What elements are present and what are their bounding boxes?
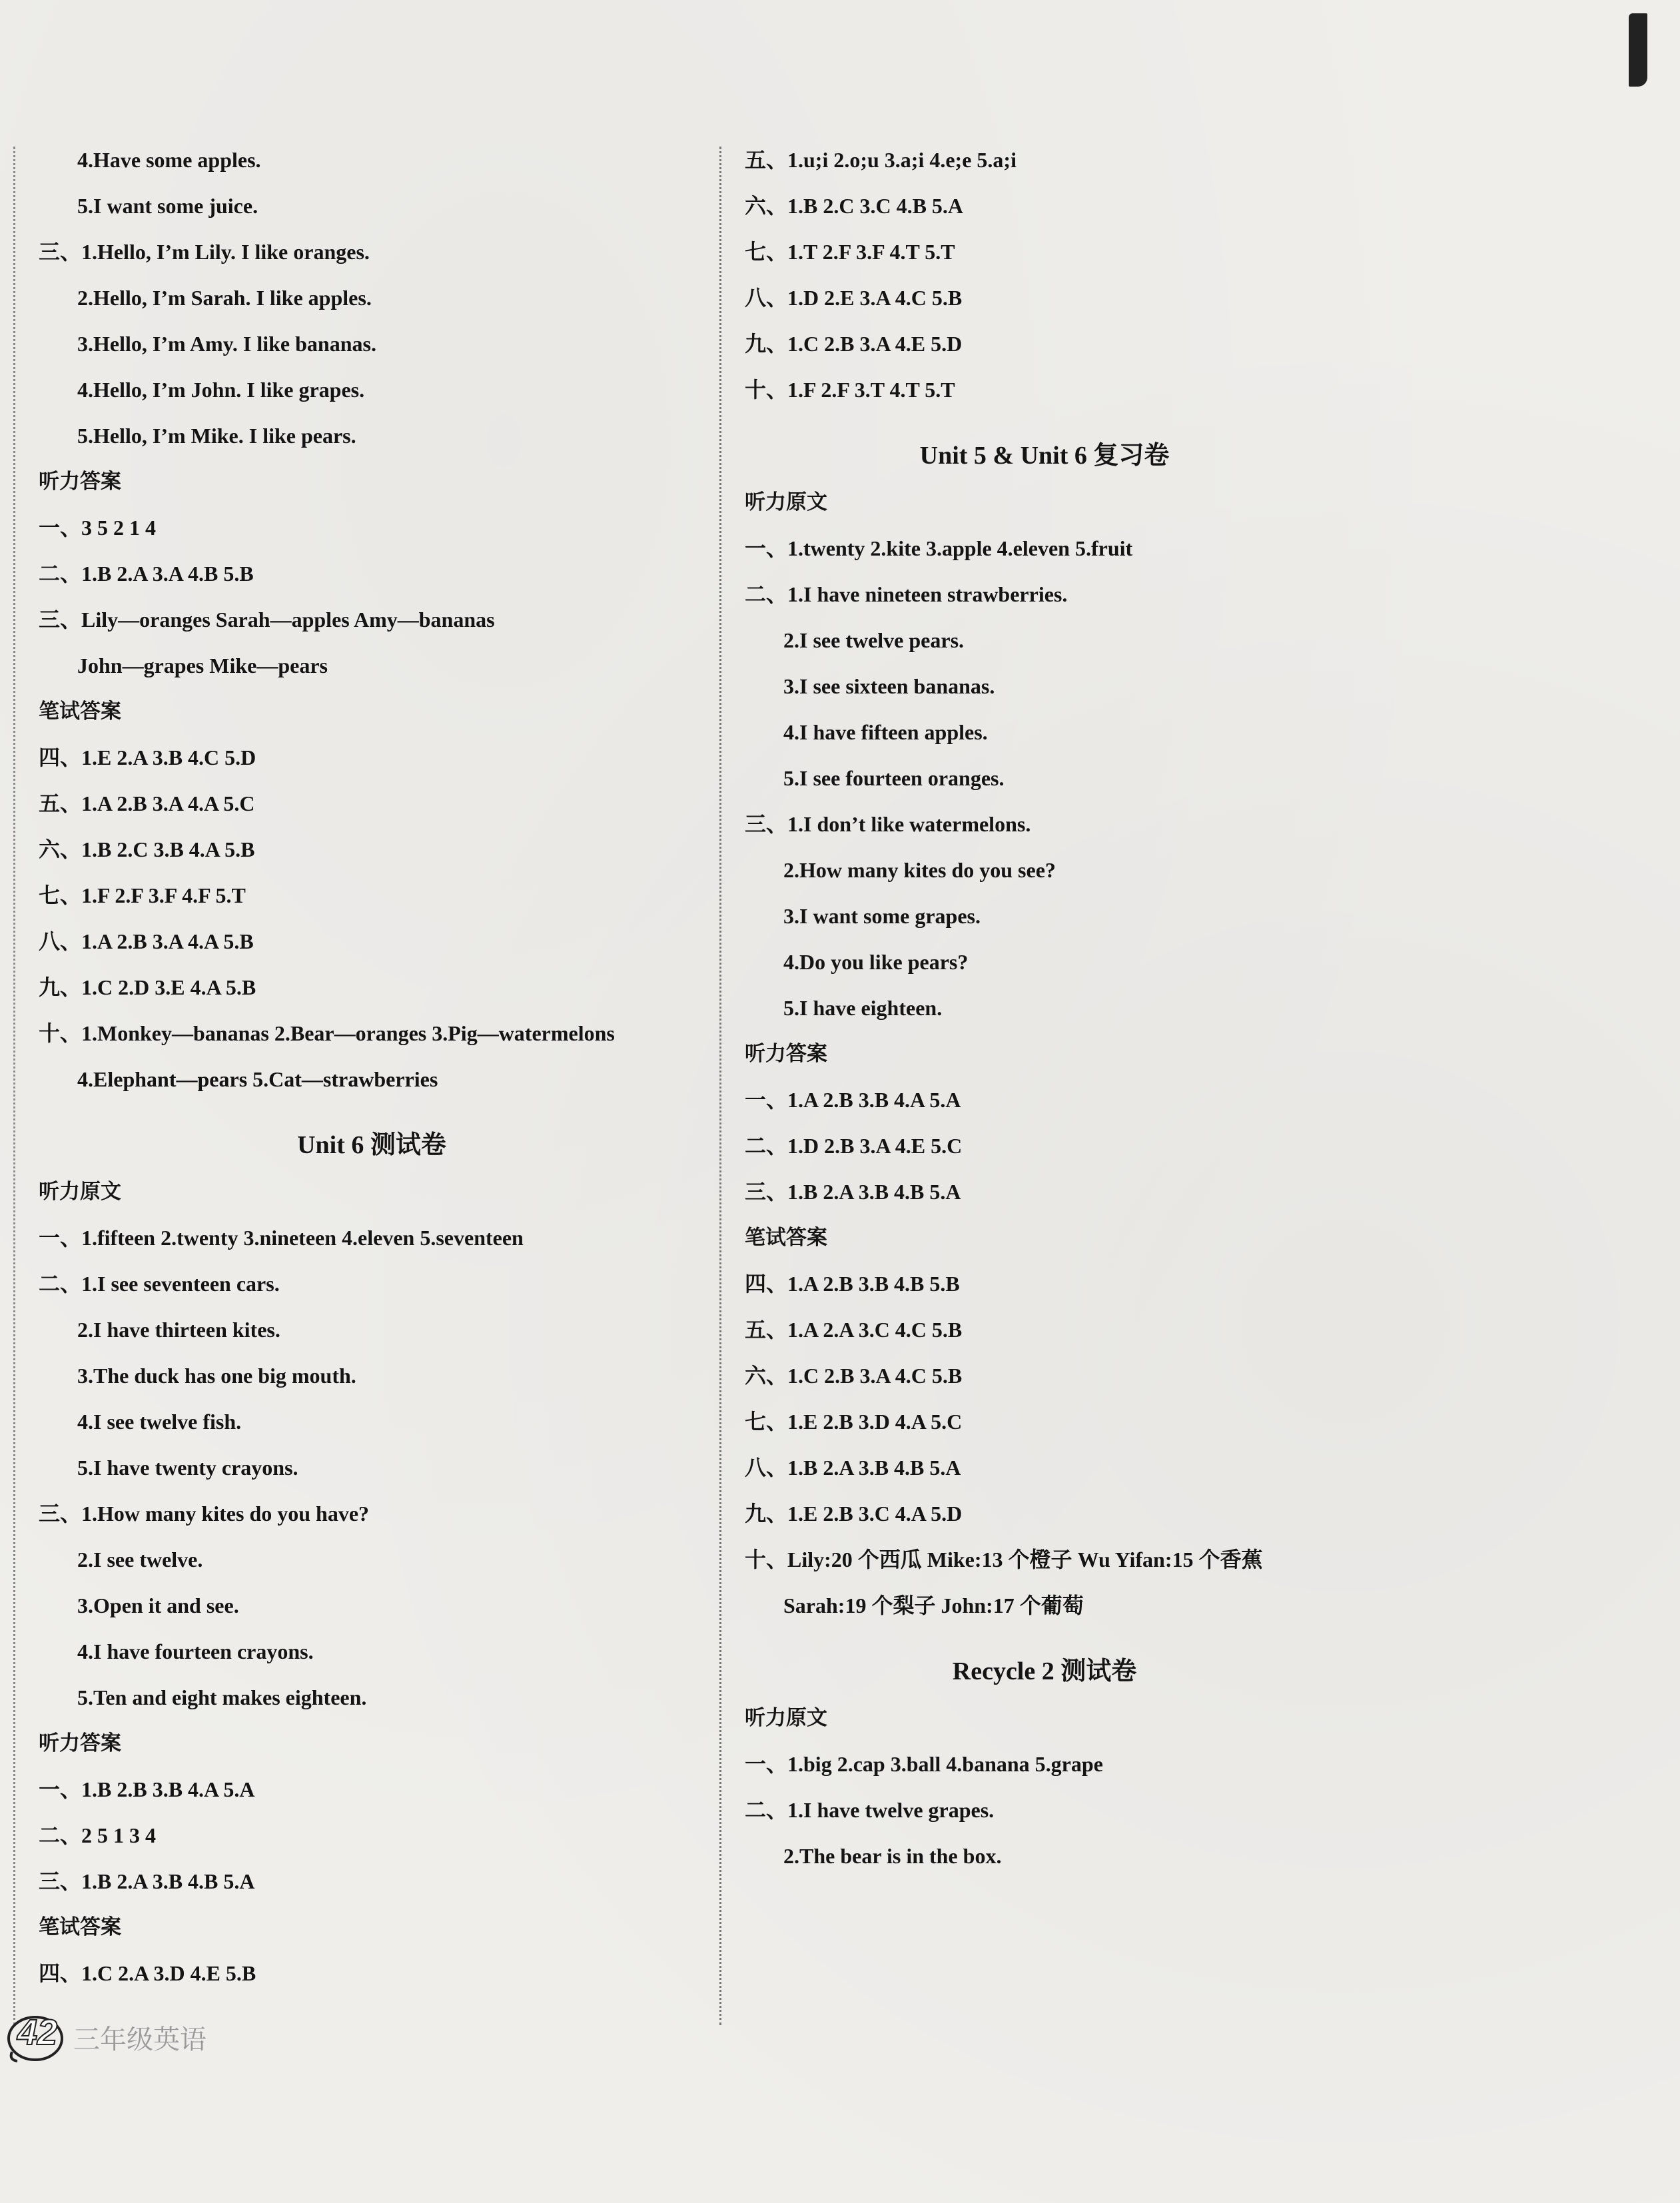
answer-line: 5.I see fourteen oranges.: [783, 766, 1005, 790]
answer-line: 5.I want some juice.: [77, 194, 258, 218]
answer-line: 四、1.C 2.A 3.D 4.E 5.B: [39, 1961, 256, 1985]
answer-line: 4.I have fifteen apples.: [783, 720, 988, 744]
answer-line: 5.Hello, I’m Mike. I like pears.: [77, 424, 356, 448]
answer-line: 二、1.I have nineteen strawberries.: [745, 582, 1068, 606]
answer-line: 二、2 5 1 3 4: [39, 1823, 157, 1847]
answer-line: 3.Open it and see.: [77, 1593, 239, 1617]
answer-line: 三、Lily—oranges Sarah—apples Amy—bananas: [39, 608, 495, 632]
answer-line: 2.I have thirteen kites.: [77, 1318, 280, 1342]
answer-line: 一、3 5 2 1 4: [39, 516, 157, 540]
answer-line: 四、1.A 2.B 3.B 4.B 5.B: [745, 1272, 960, 1296]
section-heading: Unit 5 & Unit 6 复习卷: [919, 442, 1170, 470]
answer-line: 四、1.E 2.A 3.B 4.C 5.D: [39, 745, 256, 769]
answer-line: 一、1.A 2.B 3.B 4.A 5.A: [745, 1088, 961, 1112]
subsection-label: 听力答案: [39, 1731, 121, 1755]
answer-line: 2.I see twelve pears.: [783, 628, 965, 652]
answer-line: Sarah:19 个梨子 John:17 个葡萄: [783, 1593, 1084, 1617]
page-number: 42: [17, 2012, 58, 2052]
subsection-label: 笔试答案: [39, 699, 121, 723]
answer-line: 4.Hello, I’m John. I like grapes.: [77, 378, 365, 402]
answer-line: 二、1.I see seventeen cars.: [39, 1272, 280, 1296]
answer-line: 3.The duck has one big mouth.: [77, 1364, 356, 1388]
answer-line: 5.Ten and eight makes eighteen.: [77, 1685, 367, 1709]
answer-line: 六、1.B 2.C 3.C 4.B 5.A: [745, 194, 964, 218]
answer-line: 三、1.I don’t like watermelons.: [745, 812, 1031, 836]
answer-line: 二、1.I have twelve grapes.: [745, 1798, 995, 1822]
answer-line: 七、1.T 2.F 3.F 4.T 5.T: [745, 240, 955, 264]
answer-line: 三、1.Hello, I’m Lily. I like oranges.: [39, 240, 370, 264]
answer-line: 4.I see twelve fish.: [77, 1410, 242, 1434]
answer-line: 3.Hello, I’m Amy. I like bananas.: [77, 332, 376, 356]
answer-line: 2.The bear is in the box.: [783, 1844, 1002, 1868]
answer-line: 三、1.How many kites do you have?: [39, 1502, 370, 1526]
subsection-label: 听力原文: [745, 1706, 827, 1730]
section-heading: Unit 6 测试卷: [297, 1131, 446, 1159]
answer-line: 5.I have twenty crayons.: [77, 1456, 298, 1480]
answer-line: 八、1.B 2.A 3.B 4.B 5.A: [745, 1456, 961, 1480]
answer-line: 2.I see twelve.: [77, 1547, 203, 1571]
answer-line: 2.Hello, I’m Sarah. I like apples.: [77, 286, 372, 310]
answer-line: 八、1.A 2.B 3.A 4.A 5.B: [39, 929, 254, 953]
answer-line: 4.Have some apples.: [77, 148, 261, 172]
answer-line: 五、1.u;i 2.o;u 3.a;i 4.e;e 5.a;i: [745, 148, 1017, 172]
answer-line: 4.I have fourteen crayons.: [77, 1639, 314, 1663]
answer-line: 一、1.big 2.cap 3.ball 4.banana 5.grape: [745, 1752, 1103, 1776]
answer-line: 十、1.Monkey—bananas 2.Bear—oranges 3.Pig—watermelons: [39, 1021, 615, 1045]
answer-line: 5.I have eighteen.: [783, 996, 943, 1020]
answer-line: 三、1.B 2.A 3.B 4.B 5.A: [745, 1180, 961, 1204]
answer-line: 4.Do you like pears?: [783, 950, 969, 974]
subsection-label: 笔试答案: [745, 1226, 827, 1250]
answer-line: 3.I want some grapes.: [783, 904, 981, 928]
answer-line: 十、1.F 2.F 3.T 4.T 5.T: [745, 378, 955, 402]
answer-line: 十、Lily:20 个西瓜 Mike:13 个橙子 Wu Yifan:15 个香蕉: [745, 1547, 1263, 1571]
answer-line: 五、1.A 2.A 3.C 4.C 5.B: [745, 1318, 963, 1342]
answer-line: 三、1.B 2.A 3.B 4.B 5.A: [39, 1869, 255, 1893]
answer-line: 九、1.E 2.B 3.C 4.A 5.D: [745, 1502, 963, 1526]
answer-line: 九、1.C 2.B 3.A 4.E 5.D: [745, 332, 963, 356]
subsection-label: 听力答案: [39, 470, 121, 494]
subsection-label: 听力原文: [39, 1180, 121, 1204]
right-column: [745, 147, 1344, 1889]
answer-line: 五、1.A 2.B 3.A 4.A 5.C: [39, 791, 255, 815]
answer-line: 一、1.fifteen 2.twenty 3.nineteen 4.eleven 5.seventeen: [39, 1226, 524, 1250]
answer-line: 二、1.B 2.A 3.A 4.B 5.B: [39, 562, 254, 586]
answer-line: John—grapes Mike—pears: [77, 654, 328, 677]
answer-line: 一、1.twenty 2.kite 3.apple 4.eleven 5.fruit: [745, 536, 1133, 560]
answer-line: 九、1.C 2.D 3.E 4.A 5.B: [39, 975, 256, 999]
left-column: [39, 147, 705, 2006]
scan-corner-mark: [1629, 13, 1647, 87]
answer-line: 二、1.D 2.B 3.A 4.E 5.C: [745, 1134, 963, 1158]
answer-line: 六、1.C 2.B 3.A 4.C 5.B: [745, 1364, 963, 1388]
page-footer: 三年级英语: [73, 2024, 207, 2055]
answer-line: 六、1.B 2.C 3.B 4.A 5.B: [39, 837, 255, 861]
answer-line: 2.How many kites do you see?: [783, 858, 1056, 882]
answer-line: 一、1.B 2.B 3.B 4.A 5.A: [39, 1777, 255, 1801]
section-heading: Recycle 2 测试卷: [952, 1657, 1137, 1685]
subsection-label: 笔试答案: [39, 1915, 121, 1939]
answer-line: 3.I see sixteen bananas.: [783, 674, 995, 698]
answer-line: 4.Elephant—pears 5.Cat—strawberries: [77, 1067, 438, 1091]
column-divider: [719, 147, 721, 2025]
subsection-label: 听力答案: [745, 1042, 827, 1066]
subsection-label: 听力原文: [745, 490, 827, 514]
left-margin-rule: [13, 147, 15, 2025]
answer-line: 七、1.E 2.B 3.D 4.A 5.C: [745, 1410, 963, 1434]
answer-line: 七、1.F 2.F 3.F 4.F 5.T: [39, 883, 246, 907]
answer-line: 八、1.D 2.E 3.A 4.C 5.B: [745, 286, 963, 310]
